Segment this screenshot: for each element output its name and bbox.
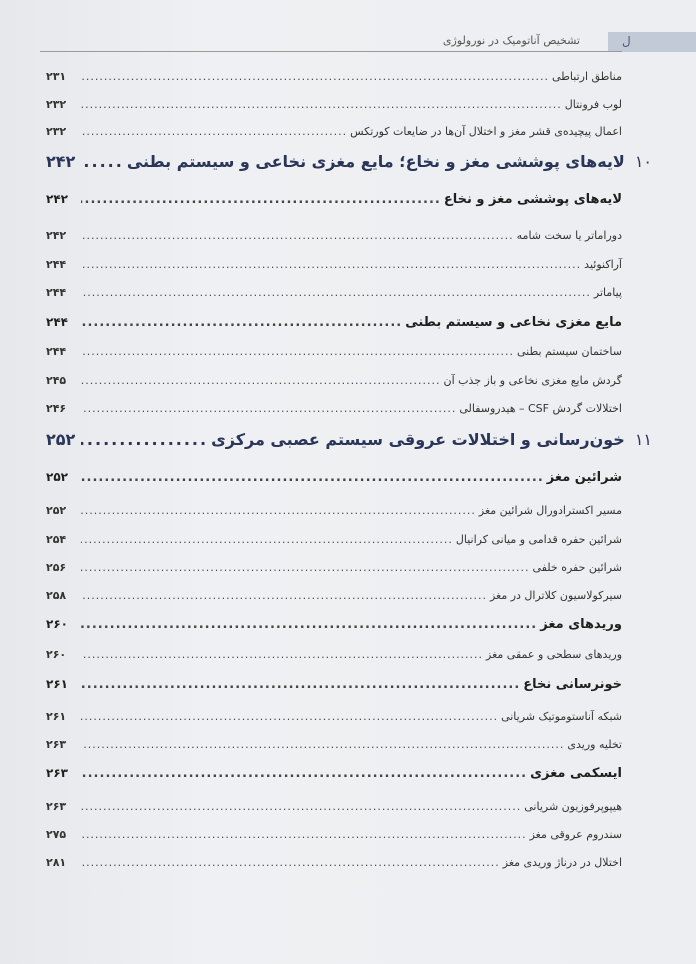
- toc-chapter: ۱۰ لایه‌های پوششی مغز و نخاع؛ مایع مغزی نخاعی و سیستم بطنی ..... ۲۴۲: [46, 152, 652, 171]
- toc-section: خونرسانی نخاع ..... ۲۶۱: [46, 677, 622, 692]
- toc-entry: شرائین حفره قدامی و میانی کرانیال ..... ۲۵۴: [46, 533, 622, 546]
- toc-entry: هیپوپرفوزیون شریانی ..... ۲۶۳: [46, 800, 622, 813]
- toc-entry: سندروم عروقی مغز ..... ۲۷۵: [46, 828, 622, 841]
- toc-entry: سیرکولاسیون کلاترال در مغز ..... ۲۵۸: [46, 589, 622, 602]
- toc-entry: لوب فرونتال ..... ۲۳۲: [46, 98, 622, 111]
- toc-entry: اختلالات گردش CSF – هیدروسفالی ..... ۲۴۶: [46, 402, 622, 415]
- toc-section: لایه‌های پوششی مغز و نخاع ..... ۲۴۲: [46, 192, 622, 207]
- toc-section: ایسکمی مغزی ..... ۲۶۳: [46, 766, 622, 781]
- toc-entry: تخلیه وریدی ..... ۲۶۳: [46, 738, 622, 751]
- toc-section: شرائین مغز ..... ۲۵۲: [46, 470, 622, 485]
- toc-chapter: ۱۱ خون‌رسانی و اختلالات عروقی سیستم عصبی مرکزی ..... ۲۵۲: [46, 430, 652, 449]
- toc-entry: دوراماتر یا سخت شامه ..... ۲۴۲: [46, 229, 622, 242]
- toc-entry: اختلال در درناژ وریدی مغز ..... ۲۸۱: [46, 856, 622, 869]
- toc-section: مایع مغزی نخاعی و سیستم بطنی ..... ۲۴۴: [46, 315, 622, 330]
- toc-entry: گردش مایع مغزی نخاعی و باز جذب آن ..... ۲۴۵: [46, 374, 622, 387]
- page-letter: ل: [622, 34, 631, 48]
- page-marker-tab: [608, 32, 696, 52]
- toc-entry: ساختمان سیستم بطنی ..... ۲۴۴: [46, 345, 622, 358]
- header-rule: [40, 51, 622, 52]
- running-header-title: تشخیص آناتومیک در نورولوژی: [442, 34, 580, 47]
- toc-entry: پیاماتر ..... ۲۴۴: [46, 286, 622, 299]
- toc-entry: مناطق ارتباطی ..... ۲۳۱: [46, 70, 622, 83]
- toc-entry: وریدهای سطحی و عمقی مغز ..... ۲۶۰: [46, 648, 622, 661]
- toc-entry: مسیر اکسترادورال شرائین مغز ..... ۲۵۲: [46, 504, 622, 517]
- toc-entry: شرائین حفره خلفی ..... ۲۵۶: [46, 561, 622, 574]
- toc-entry: شبکه آناستوموتیک شریانی ..... ۲۶۱: [46, 710, 622, 723]
- toc-section: وریدهای مغز ..... ۲۶۰: [46, 617, 622, 632]
- toc-entry: اعمال پیچیده‌ی قشر مغز و اختلال آن‌ها در ضایعات کورتکس ..... ۲۳۲: [46, 125, 622, 138]
- toc-entry: آراکنوئید ..... ۲۴۴: [46, 258, 622, 271]
